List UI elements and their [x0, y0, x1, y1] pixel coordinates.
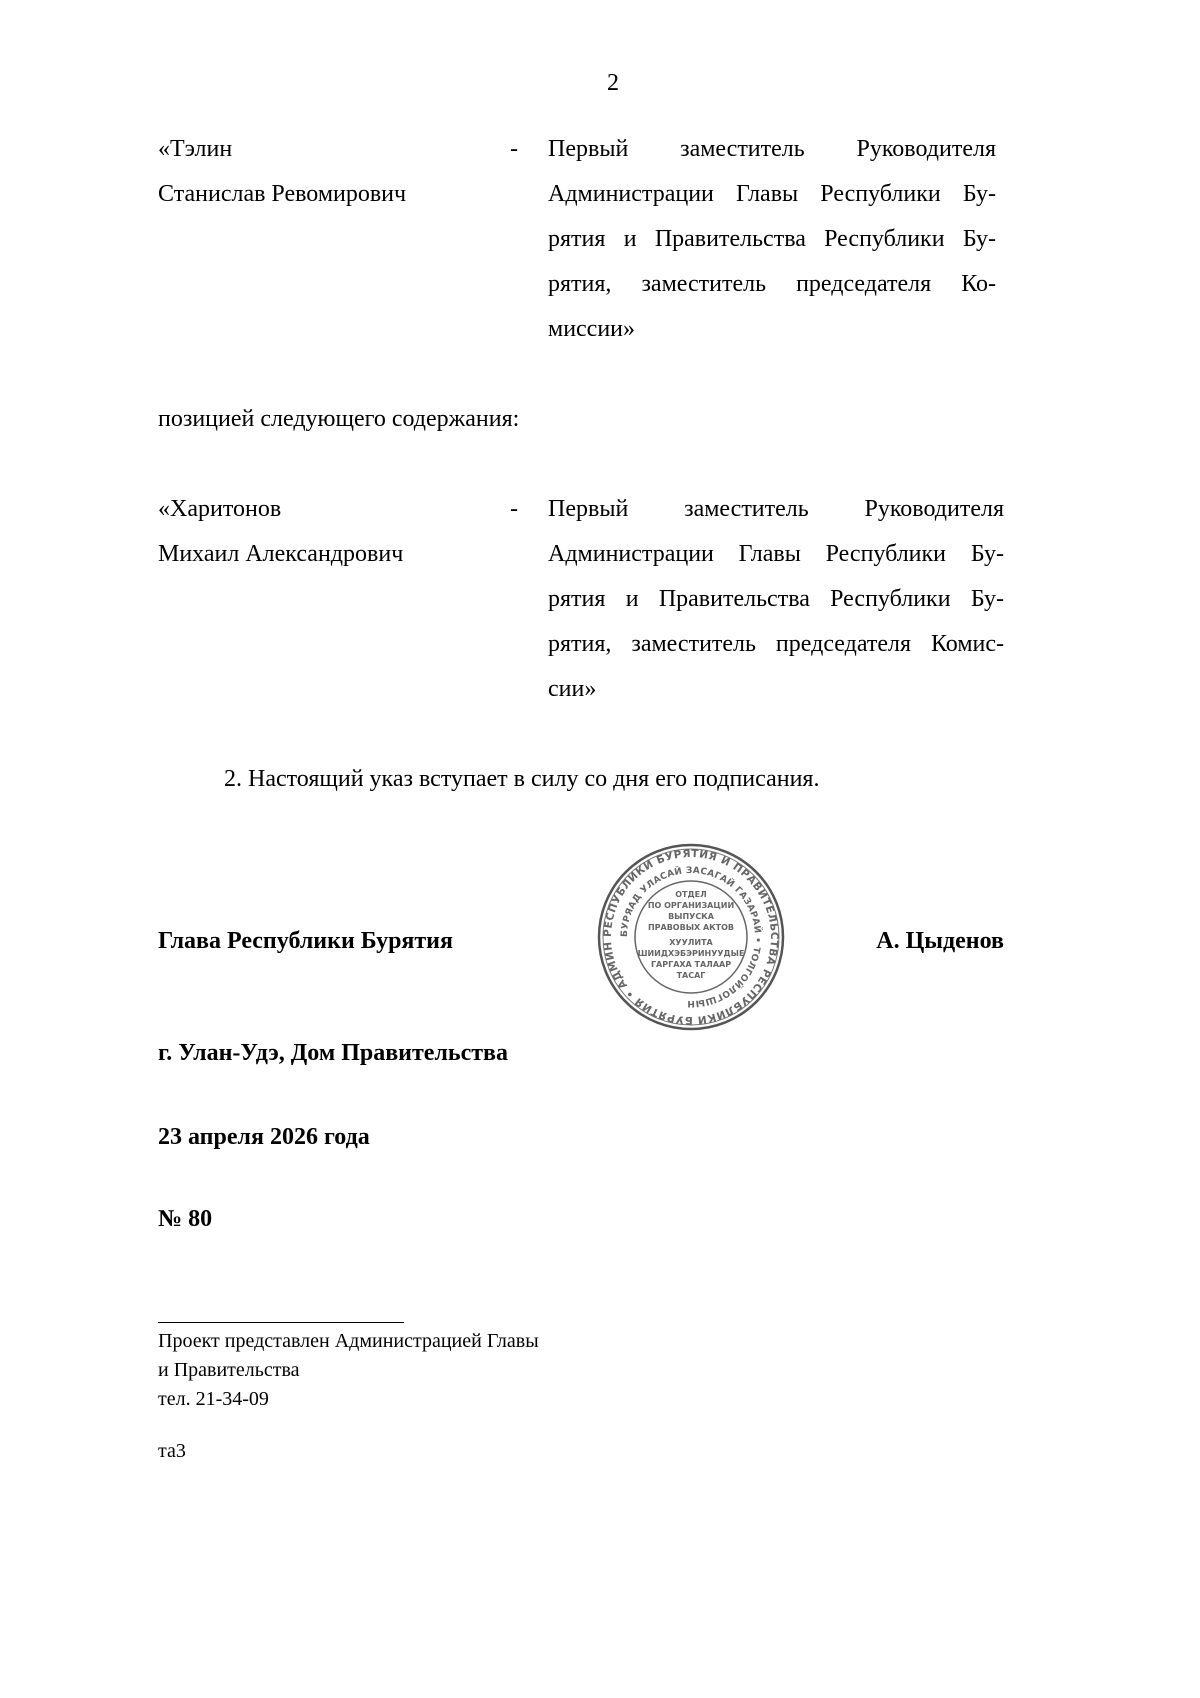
entry-1-name-line-2: Станислав Ревомирович	[158, 181, 407, 207]
entry-1-position-line-5: миссии»	[548, 316, 636, 342]
official-seal-graphic	[596, 842, 786, 1032]
place-of-signing: г. Улан-Удэ, Дом Правительства	[158, 1040, 509, 1066]
clause-2: 2. Настоящий указ вступает в силу со дня его подписания.	[224, 766, 820, 792]
footnote-separator	[158, 1322, 404, 1323]
seal-center-line-7: ГАРГАХА ТАЛААР	[650, 960, 732, 969]
signature-title: Глава Республики Бурятия	[158, 928, 453, 954]
entry-2-name-line-1: «Харитонов	[158, 496, 282, 522]
seal-center-line-5: ХУУЛИТА	[669, 938, 713, 947]
entry-1-dash: -	[510, 136, 518, 162]
entry-1-position-line-1: Первый заместитель Руководителя	[548, 136, 996, 162]
svg-text:БУРЯАД УЛАСАЙ ЗАСАГАЙ ГАЗАРАЙ	[620, 865, 764, 1008]
entry-2-dash: -	[510, 496, 518, 522]
entry-2-position-line-4: рятия, заместитель председателя Комис-	[548, 631, 1004, 657]
executor-initials: та3	[158, 1440, 186, 1462]
replacement-intro: позицией следующего содержания:	[158, 406, 520, 432]
entry-2-name-line-2: Михаил Александрович	[158, 541, 404, 567]
seal-center-line-4: ПРАВОВЫХ АКТОВ	[647, 923, 735, 932]
entry-2-position-line-5: сии»	[548, 676, 597, 702]
entry-1-position-line-2: Администрации Главы Республики Бу-	[548, 181, 996, 207]
footnote-line-1: Проект представлен Администрацией Главы	[158, 1330, 539, 1352]
signature-name: А. Цыденов	[876, 928, 1004, 954]
seal-center-line-3: ВЫПУСКА	[668, 912, 714, 921]
entry-1-name-line-1: «Тэлин	[158, 136, 233, 162]
entry-2-position-line-2: Администрации Главы Республики Бу-	[548, 541, 1004, 567]
official-seal	[596, 842, 786, 1032]
entry-1-position-line-4: рятия, заместитель председателя Ко-	[548, 271, 996, 297]
seal-center-line-2: ПО ОРГАНИЗАЦИИ	[647, 901, 735, 910]
seal-center-line-8: ТАСАГ	[676, 971, 706, 980]
footnote-line-2: и Правительства	[158, 1359, 300, 1381]
seal-center-line-1: ОТДЕЛ	[675, 890, 707, 899]
entry-1-position-line-3: рятия и Правительства Республики Бу-	[548, 226, 996, 252]
seal-outer-ring-text: РЕСПУБЛИКИ БУРЯТИЯ И ПРАВИТЕЛЬСТВА РЕСПУБЛИКИ БУРЯТИЯ • АДМИН	[601, 847, 781, 1027]
seal-inner-ring-text: БУРЯАД УЛАСАЙ ЗАСАГАЙ ГАЗАРАЙ • ТОЛГОЙЛОГШЫН	[619, 865, 763, 1009]
footnote-line-3: тел. 21-34-09	[158, 1388, 269, 1410]
entry-2-position-line-3: рятия и Правительства Республики Бу-	[548, 586, 1004, 612]
page-number: 2	[607, 70, 619, 96]
entry-2-position-line-1: Первый заместитель Руководителя	[548, 496, 1004, 522]
decree-date: 23 апреля 2026 года	[158, 1124, 370, 1150]
decree-number: № 80	[158, 1206, 213, 1232]
seal-center-line-6: ШИИДХЭБЭРИНУУДЫЕ	[637, 949, 745, 958]
